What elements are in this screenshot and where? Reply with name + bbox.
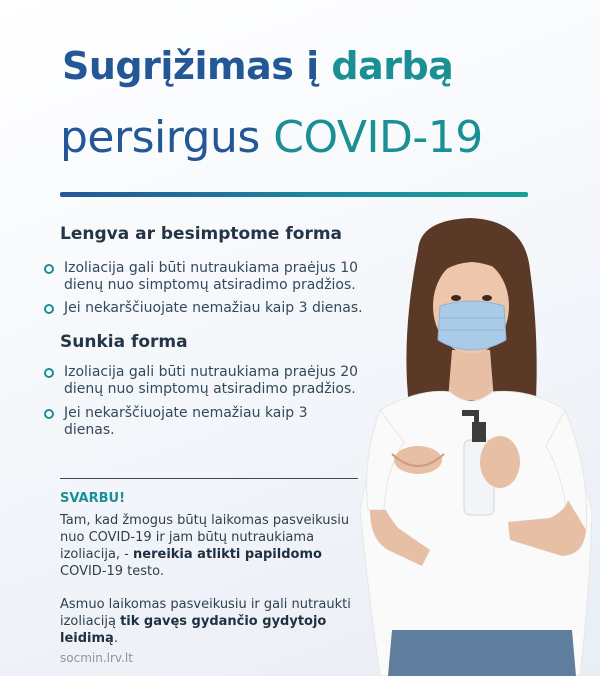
paragraph-text-end: COVID-19 testo. (60, 564, 165, 579)
paragraph-text: Asmuo laikomas pasveikusiu ir gali nutraukti izoliaciją (60, 597, 351, 629)
bullet-icon (44, 264, 54, 274)
title-part-4: COVID-19 (273, 112, 483, 163)
section-heading-mild: Lengva ar besimptome forma (60, 224, 343, 244)
title-part-3: persirgus (60, 112, 260, 163)
title-part-2: darbą (331, 44, 454, 88)
paragraph-bold: nereikia atlikti papildomo (133, 547, 322, 562)
title-part-1: Sugrįžimas į (62, 44, 319, 88)
bullet-text: Jei nekarščiuojate nemažiau kaip 3 dienas. (64, 300, 363, 316)
paragraph-text: Tam, kad žmogus būtų laikomas pasveikusiu nuo COVID-19 ir jam būtų nutraukiama izoliacija, - (60, 513, 350, 562)
section-heading-severe: Sunkia forma (60, 332, 188, 352)
important-label: SVARBU! (60, 491, 126, 506)
woman-with-mask-image (340, 210, 600, 676)
section-divider (60, 478, 358, 479)
footer-site: socmin.lrv.lt (60, 651, 133, 665)
paragraph-period: . (113, 631, 118, 646)
important-paragraph-1 (60, 512, 360, 580)
bullet-text: Izoliacija gali būti nutraukiama praėjus 20 dienų nuo simptomų atsiradimo pradžios. (64, 364, 359, 397)
title-divider (60, 192, 528, 197)
paragraph-bold: tik gavęs gydančio gydytojo leidimą (60, 614, 327, 646)
bullet-text: Izoliacija gali būti nutraukiama praėjus 10 dienų nuo simptomų atsiradimo pradžios. (64, 260, 359, 293)
bullet-icon (44, 368, 54, 378)
title-line-1 (62, 44, 453, 88)
title-line-2 (60, 112, 483, 163)
bullet-icon (44, 304, 54, 314)
bullet-text: Jei nekarščiuojate nemažiau kaip 3 dienas. (64, 405, 308, 438)
bullet-icon (44, 409, 54, 419)
important-paragraph-2 (60, 596, 360, 647)
